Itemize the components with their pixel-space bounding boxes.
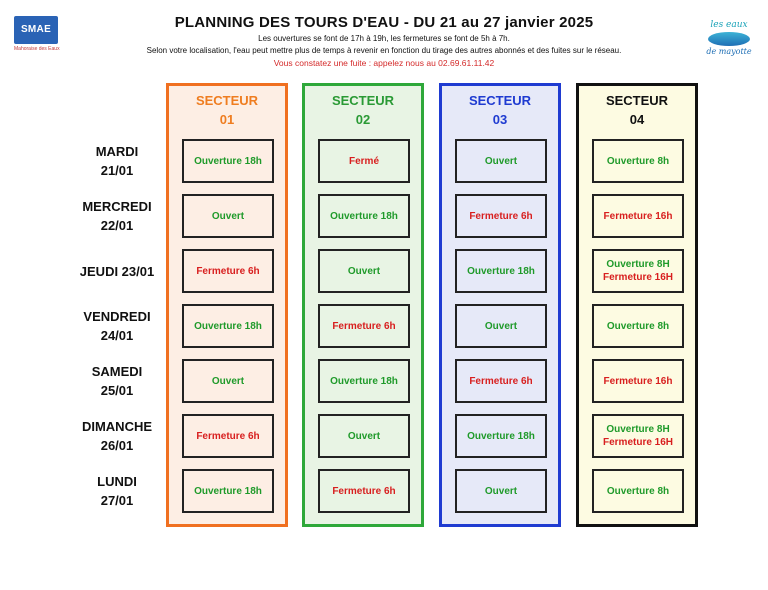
sector-header <box>305 91 421 129</box>
schedule-status: Fermeture 16H <box>602 272 674 283</box>
schedule-cell <box>318 469 410 513</box>
page-title: PLANNING DES TOURS D'EAU - DU 21 au 27 janvier 2025 <box>174 14 594 31</box>
sector-header <box>442 91 558 129</box>
schedule-cell <box>318 414 410 458</box>
day-date: 24/01 <box>100 328 134 343</box>
schedule-cell <box>318 359 410 403</box>
sector-label: SECTEUR <box>195 93 259 108</box>
schedule-status: Fermeture 16H <box>602 437 674 448</box>
day-date: 25/01 <box>100 383 134 398</box>
sector-column <box>576 83 698 527</box>
delay-info: Selon votre localisation, l'eau peut mettre plus de temps à revenir en fonction du tirage des autres abonnés et des fuites sur le réseau. <box>146 46 622 55</box>
schedule-status: Ouverture 18h <box>194 320 262 332</box>
schedule-status: Ouverture 18h <box>467 265 535 277</box>
day-name: MERCREDI <box>82 199 152 214</box>
schedule-status: Ouvert <box>484 155 518 167</box>
schedule-status: Fermé <box>348 155 379 167</box>
schedule-status: Ouverture 8h <box>606 320 670 332</box>
day-name: JEUDI 23/01 <box>79 264 155 279</box>
schedule-cell <box>318 304 410 348</box>
schedule-cell <box>455 304 547 348</box>
schedule-cell <box>182 414 274 458</box>
sector-label: SECTEUR <box>468 93 532 108</box>
day-name: VENDREDI <box>83 309 151 324</box>
schedule-status: Fermeture 6h <box>332 485 396 497</box>
schedule-cell <box>592 359 684 403</box>
schedule-status: Ouverture 8H <box>606 424 670 435</box>
schedule-status: Ouvert <box>484 320 518 332</box>
day-name: LUNDI <box>97 474 137 489</box>
day-name: SAMEDI <box>91 364 143 379</box>
day-label <box>64 362 170 400</box>
schedule-cell <box>182 194 274 238</box>
day-label <box>64 472 170 510</box>
schedule-cell <box>182 469 274 513</box>
schedule-status: Fermeture 16h <box>603 210 673 222</box>
schedule-cell <box>182 139 274 183</box>
schedule-cell <box>455 359 547 403</box>
wave-icon <box>708 32 750 46</box>
schedule-cell <box>592 249 684 293</box>
day-date: 21/01 <box>100 163 134 178</box>
schedule-status: Fermeture 6h <box>469 375 533 387</box>
day-label <box>64 142 170 180</box>
sector-column <box>439 83 561 527</box>
schedule-status: Fermeture 6h <box>332 320 396 332</box>
schedule-cell <box>592 304 684 348</box>
schedule-status: Ouverture 18h <box>194 155 262 167</box>
schedule-status: Ouverture 8h <box>606 155 670 167</box>
smae-logo-subtitle: Mahoraise des Eaux <box>14 46 60 52</box>
eaux-logo-bottom: de mayotte <box>706 47 752 56</box>
hours-info: Les ouvertures se font de 17h à 19h, les fermetures se font de 5h à 7h. <box>258 34 510 43</box>
day-label <box>64 197 170 235</box>
schedule-cell <box>592 194 684 238</box>
schedule-cell <box>455 139 547 183</box>
schedule-cell <box>592 139 684 183</box>
day-date: 22/01 <box>100 218 134 233</box>
schedule-status: Ouverture 8h <box>606 485 670 497</box>
schedule-cell <box>182 304 274 348</box>
page-header <box>80 14 688 68</box>
sector-label: SECTEUR <box>331 93 395 108</box>
day-name: MARDI <box>95 144 139 159</box>
schedule-status: Ouverture 18h <box>467 430 535 442</box>
sector-number: 04 <box>629 112 645 127</box>
schedule-status: Ouvert <box>211 210 245 222</box>
smae-logo <box>14 16 62 52</box>
day-date: 27/01 <box>100 493 134 508</box>
sector-column <box>302 83 424 527</box>
schedule-status: Ouverture 18h <box>194 485 262 497</box>
schedule-cell <box>592 469 684 513</box>
schedule-cell <box>318 194 410 238</box>
schedule-cell <box>592 414 684 458</box>
eaux-de-mayotte-logo <box>700 20 758 56</box>
schedule-status: Ouvert <box>484 485 518 497</box>
leak-alert: Vous constatez une fuite : appelez nous au 02.69.61.11.42 <box>273 58 495 68</box>
day-date: 26/01 <box>100 438 134 453</box>
schedule-status: Fermeture 16h <box>603 375 673 387</box>
schedule-cell <box>318 139 410 183</box>
schedule-cell <box>455 469 547 513</box>
schedule-status: Fermeture 6h <box>469 210 533 222</box>
schedule-status: Ouvert <box>211 375 245 387</box>
sector-number: 03 <box>492 112 508 127</box>
schedule-cell <box>182 359 274 403</box>
schedule-status: Ouverture 8H <box>606 259 670 270</box>
schedule-cell <box>455 194 547 238</box>
schedule-status: Fermeture 6h <box>196 265 260 277</box>
schedule-status: Ouvert <box>347 265 381 277</box>
schedule-cell <box>318 249 410 293</box>
sector-column <box>166 83 288 527</box>
sector-label: SECTEUR <box>605 93 669 108</box>
schedule-cell <box>455 249 547 293</box>
day-label <box>64 262 170 281</box>
schedule-cell <box>455 414 547 458</box>
schedule-status: Ouverture 18h <box>330 210 398 222</box>
sector-number: 02 <box>355 112 371 127</box>
sector-header <box>579 91 695 129</box>
schedule-status: Ouverture 18h <box>330 375 398 387</box>
eaux-logo-top: les eaux <box>710 20 748 30</box>
schedule-status: Fermeture 6h <box>196 430 260 442</box>
smae-logo-text: SMAE <box>14 16 58 44</box>
sector-header <box>169 91 285 129</box>
schedule-cell <box>182 249 274 293</box>
sector-number: 01 <box>219 112 235 127</box>
day-name: DIMANCHE <box>81 419 153 434</box>
schedule-status: Ouvert <box>347 430 381 442</box>
day-label <box>64 307 170 345</box>
day-label <box>64 417 170 455</box>
